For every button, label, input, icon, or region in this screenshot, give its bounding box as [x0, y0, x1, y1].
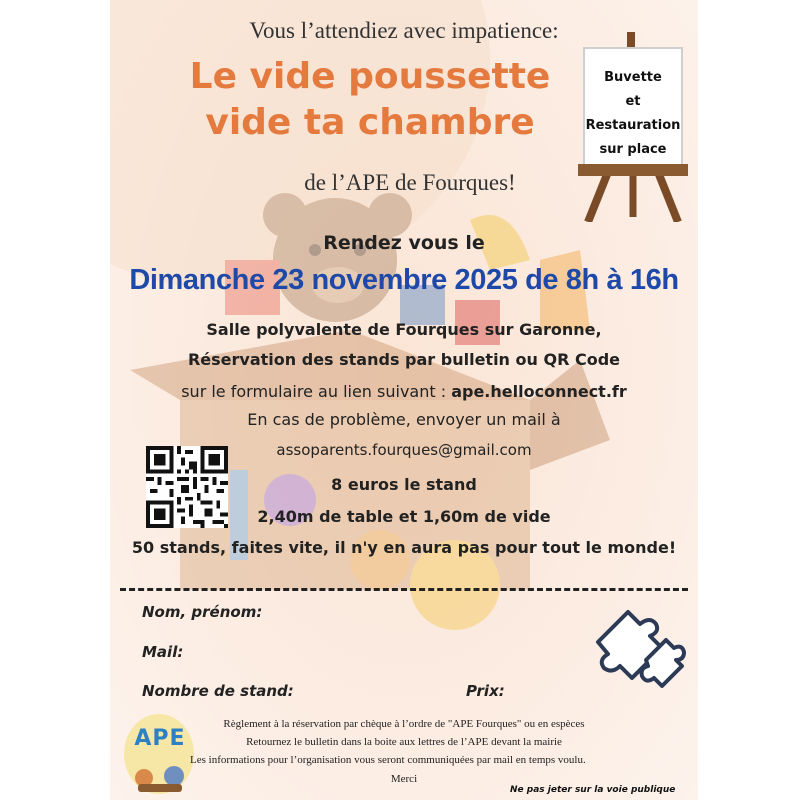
form-link[interactable]: ape.helloconnect.fr [451, 382, 627, 401]
form-link-prefix: sur le formulaire au lien suivant : [181, 382, 452, 401]
easel-line-2: et [625, 94, 641, 109]
organizer-text: de l’APE de Fourques! [304, 170, 516, 195]
price-label: Prix: [466, 682, 505, 700]
easel-line-1: Buvette [604, 70, 662, 85]
mail-label: Mail: [142, 643, 184, 661]
footer-line-3: Les informations pour l’organisation vous seront communiquées par mail en temps voulu. [190, 754, 586, 766]
reservation-text: Réservation des stands par bulletin ou QR Code [187, 350, 620, 369]
footer-line-2: Retournez le bulletin dans la boite aux lettres de l’APE devant la mairie [246, 736, 562, 748]
footer-line-1: Règlement à la réservation par chèque à l’ordre de "APE Fourques" ou en espèces [223, 718, 585, 730]
stands-text: 50 stands, faites vite, il n'y en aura pas pour tout le monde! [131, 538, 677, 557]
cut-line [120, 588, 688, 591]
title-line-2: vide ta chambre [205, 102, 535, 143]
ape-logo-text: APE [134, 726, 186, 751]
rdv-text: Rendez vous le [323, 232, 485, 254]
form-link-line [110, 382, 698, 401]
no-litter-warning: Ne pas jeter sur la voie publique [510, 785, 676, 795]
stand-count-label: Nombre de stand: [142, 682, 294, 700]
event-date: Dimanche 23 novembre 2025 de 8h à 16h [129, 264, 679, 296]
contact-email[interactable]: assoparents.fourques@gmail.com [276, 441, 532, 459]
easel-line-3: Restauration [585, 118, 681, 133]
flyer [110, 0, 698, 800]
price-text: 8 euros le stand [331, 475, 477, 494]
title-line-1: Le vide poussette [189, 56, 551, 97]
name-label: Nom, prénom: [142, 603, 263, 621]
size-text: 2,40m de table et 1,60m de vide [257, 507, 551, 526]
problem-text: En cas de problème, envoyer un mail à [247, 410, 561, 429]
easel-line-4: sur place [599, 142, 667, 157]
venue-text: Salle polyvalente de Fourques sur Garonne, [206, 320, 602, 339]
puzzle-piece-icon [588, 602, 688, 698]
intro-text: Vous l’attendiez avec impatience: [249, 18, 559, 43]
easel-board-text [585, 66, 681, 162]
footer-line-4: Merci [390, 773, 418, 785]
